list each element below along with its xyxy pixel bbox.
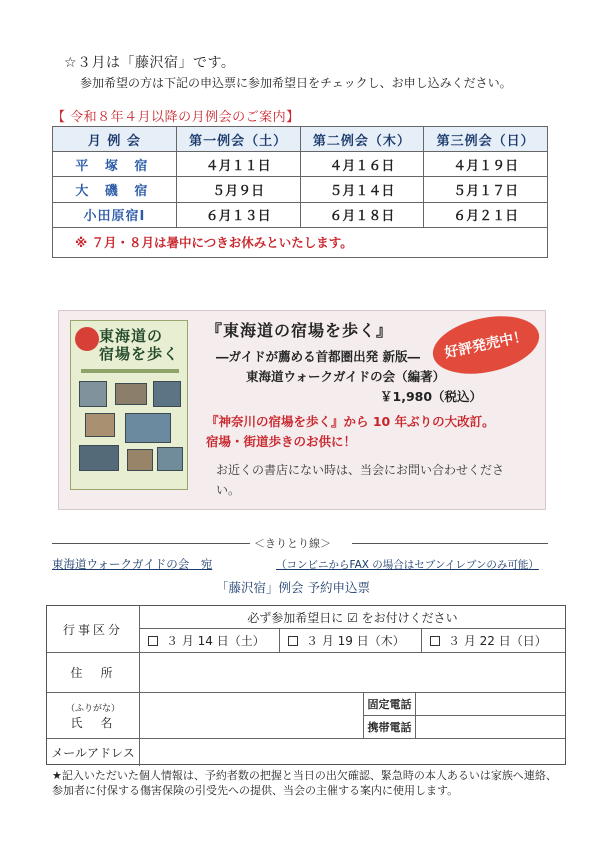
cover-woodblock-picture — [127, 449, 153, 471]
furigana-label: （ふりがな） — [65, 703, 120, 714]
date-option-3[interactable] — [421, 629, 565, 652]
date-cell: ６月２１日 — [424, 202, 548, 227]
addressee-note: （コンビニからFAX の場合はセブンイレブンのみ可能） — [276, 559, 539, 571]
schedule-header-row — [53, 127, 548, 152]
name-field[interactable] — [139, 693, 363, 738]
application-form — [46, 605, 566, 765]
date-cell: ６月１８日 — [300, 202, 424, 227]
form-row-event — [47, 606, 565, 652]
checkbox-icon[interactable] — [430, 636, 440, 646]
cover-woodblock-picture — [85, 413, 115, 437]
cover-woodblock-picture — [79, 445, 119, 471]
date-cell: ５月１７日 — [424, 177, 548, 202]
phone-label: 固定電話 — [363, 693, 415, 716]
name-label-cell — [47, 693, 139, 738]
schedule-heading: 【 令和８年４月以降の月例会のご案内】 — [52, 110, 300, 125]
cover-woodblock-picture — [115, 383, 147, 405]
date-cell: ６月１３日 — [176, 202, 300, 227]
book-description: 『神奈川の宿場を歩く』から 10 年ぶりの大改訂。 — [206, 414, 495, 429]
schedule-table — [52, 126, 548, 258]
book-description: 宿場・街道歩きのお供に！ — [206, 434, 357, 449]
form-row-address — [47, 652, 565, 692]
header-cell: 第一例会（土） — [176, 127, 300, 152]
checkbox-icon[interactable] — [148, 636, 158, 646]
book-author: 東海道ウォークガイドの会（編著） — [246, 369, 446, 384]
cover-title-line: 東海道の — [99, 327, 164, 345]
book-subtitle: ―ガイドが薦める首都圏出発 新版― — [216, 349, 420, 364]
email-field[interactable] — [139, 739, 565, 766]
cover-woodblock-picture — [153, 381, 181, 407]
date-option-label: ３ 月 19 日（木） — [306, 634, 405, 648]
address-field[interactable] — [139, 653, 565, 692]
book-title: 『東海道の宿場を歩く』 — [206, 321, 394, 340]
cover-title-line: 宿場を歩く — [99, 345, 180, 363]
address-label: 住 所 — [70, 666, 116, 680]
date-cell: ５月１４日 — [300, 177, 424, 202]
phone-field[interactable] — [415, 693, 565, 716]
venue-cell: 大 磯 宿 — [53, 177, 177, 202]
cover-woodblock-picture — [79, 381, 107, 407]
email-label: メールアドレス — [51, 746, 135, 760]
header-cell: 第三例会（日） — [424, 127, 548, 152]
venue-cell: 小田原宿Ⅰ — [53, 202, 177, 227]
cut-line — [52, 543, 250, 544]
date-cell: ４月１６日 — [300, 152, 424, 177]
venue-cell: 平 塚 宿 — [53, 152, 177, 177]
header-cell: 月 例 会 — [53, 127, 177, 152]
intro-title: ☆３月は「藤沢宿」です。 — [64, 55, 236, 71]
date-option-2[interactable] — [279, 629, 421, 652]
cover-title — [99, 327, 179, 363]
event-label: 行事区分 — [62, 622, 123, 637]
schedule-row — [53, 152, 548, 177]
book-cover-image — [70, 320, 188, 490]
mobile-field[interactable] — [415, 716, 565, 738]
mobile-label: 携帯電話 — [363, 716, 415, 738]
header-cell: 第二例会（木） — [300, 127, 424, 152]
date-cell: ４月１１日 — [176, 152, 300, 177]
on-sale-badge: 好評発売中！ — [428, 307, 545, 382]
addressee: 東海道ウォークガイドの会 宛 — [52, 557, 213, 571]
schedule-row — [53, 177, 548, 202]
intro-text: 参加希望の方は下記の申込票に参加希望日をチェックし、お申し込みください。 — [80, 76, 512, 90]
date-option-label: ３ 月 14 日（土） — [166, 634, 265, 648]
cut-line — [352, 543, 548, 544]
form-row-name — [47, 692, 565, 738]
form-instruction: 必ず参加希望日に ☑ をお付けください — [139, 606, 565, 629]
date-cell: ５月９日 — [176, 177, 300, 202]
form-title: 「藤沢宿」例会 予約申込票 — [216, 580, 370, 595]
date-cell: ４月１９日 — [424, 152, 548, 177]
date-option-1[interactable] — [139, 629, 279, 652]
cover-woodblock-picture — [157, 447, 183, 471]
form-row-email — [47, 738, 565, 766]
cover-badge-icon — [75, 327, 99, 351]
cover-stripe — [81, 369, 179, 373]
schedule-row — [53, 202, 548, 227]
schedule-note: ※ ７月・８月は暑中につきお休みといたします。 — [53, 227, 548, 257]
date-option-label: ３ 月 22 日（日） — [448, 634, 547, 648]
checkbox-icon[interactable] — [288, 636, 298, 646]
schedule-note-row — [53, 227, 548, 257]
book-contact-note: お近くの書店にない時は、当会にお問い合わせください。 — [216, 463, 505, 497]
book-price: ￥1,980（税込） — [380, 389, 483, 404]
name-label: 氏 名 — [70, 715, 116, 730]
privacy-note: ★記入いただいた個人情報は、予約者数の把握と当日の出欠確認、緊急時の本人あるいは家族へ連絡、参加者に付保する傷害保険の引受先への提供、当会の主催する案内に使用します。 — [52, 769, 557, 797]
cut-line-label: ＜きりとり線＞ — [254, 537, 331, 550]
cover-woodblock-picture — [125, 413, 171, 443]
